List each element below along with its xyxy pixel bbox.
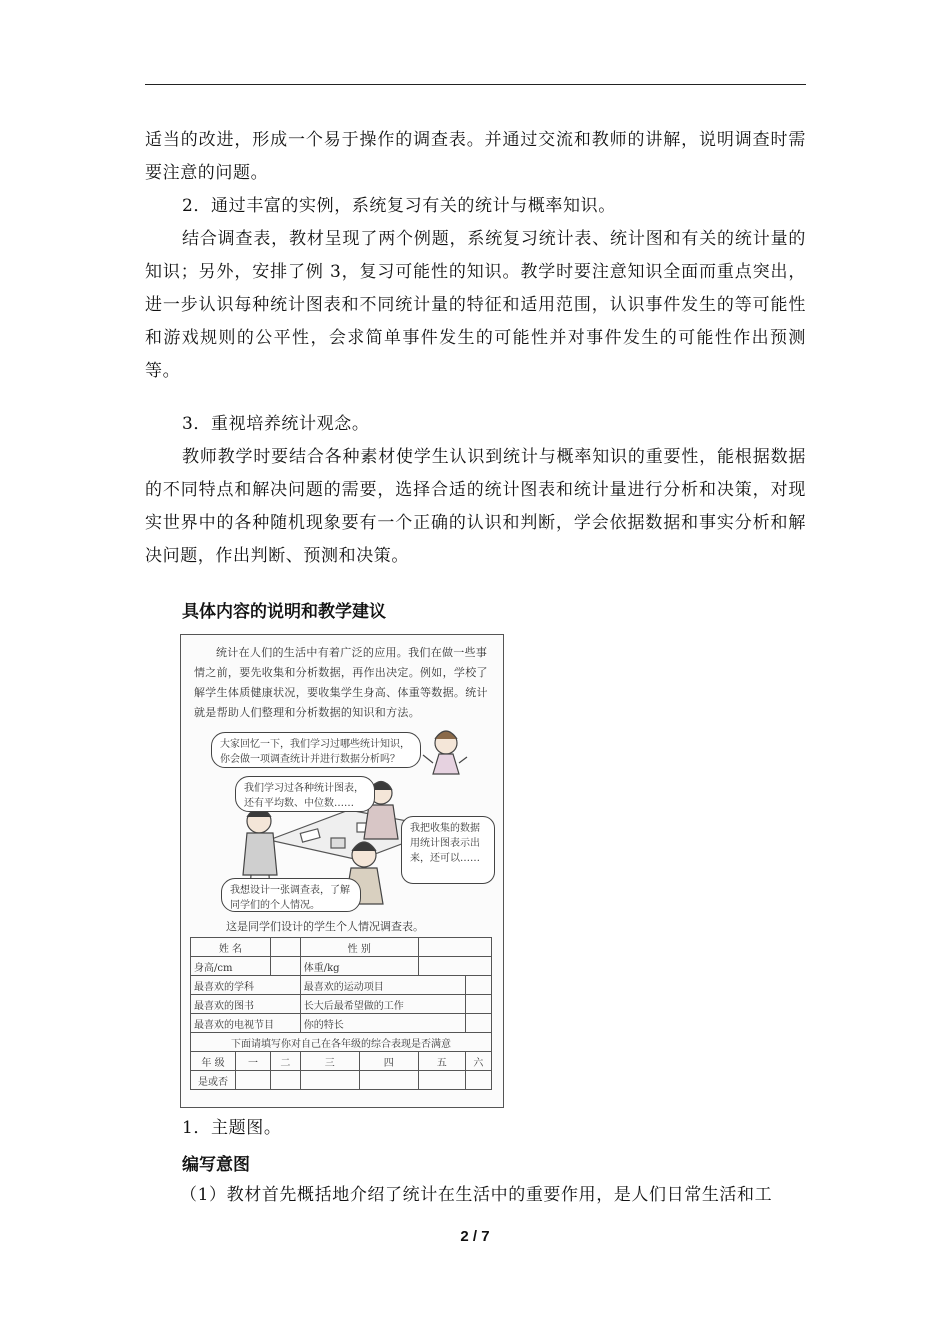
grade-5: 五 (418, 1052, 465, 1071)
page-number: 2 / 7 (460, 1228, 490, 1245)
survey-caption: 这是同学们设计的学生个人情况调查表。 (226, 920, 424, 933)
paragraph-survey-improvement: 适当的改进，形成一个易于操作的调查表。并通过交流和教师的讲解，说明调查时需要注意的问题。 (145, 130, 806, 183)
table-row (191, 957, 492, 976)
student-survey-table (190, 937, 492, 1090)
value-cell (270, 957, 300, 976)
header-rule (145, 84, 806, 85)
label-fav-subject: 最喜欢的学科 (191, 976, 301, 995)
table-row (191, 1014, 492, 1033)
value-cell (465, 995, 491, 1014)
theme-figure (180, 634, 504, 1108)
teacher-figure (423, 731, 467, 774)
value-cell (270, 938, 300, 957)
label-weight: 体重/kg (300, 957, 418, 976)
value-cell (236, 1071, 271, 1090)
value-cell (418, 957, 491, 976)
value-cell (300, 1071, 359, 1090)
table-row (191, 1071, 492, 1090)
table-row (191, 1052, 492, 1071)
label-fav-sport: 最喜欢的运动项目 (300, 976, 465, 995)
grade-4: 四 (359, 1052, 418, 1071)
value-cell (359, 1071, 418, 1090)
figure-intro-text: 统计在人们的生活中有着广泛的应用。我们在做一些事情之前，要先收集和分析数据，再作出决定。例如，学校了解学生体质健康状况，要收集学生身高、体重等数据。统计就是帮助人们整理和分析数据的知识和方法。 (194, 646, 488, 719)
label-fav-book: 最喜欢的图书 (191, 995, 301, 1014)
speech-bubble-student-2: 我把收集的数据用统计图表示出来，还可以…… (401, 816, 495, 884)
table-row (191, 995, 492, 1014)
label-grade: 年 级 (191, 1052, 236, 1071)
value-cell (465, 976, 491, 995)
label-future-job: 长大后最希望做的工作 (300, 995, 465, 1014)
grade-2: 二 (270, 1052, 300, 1071)
section-heading-content: 具体内容的说明和教学建议 (182, 602, 386, 622)
speech-bubble-student-3: 我想设计一张调查表，了解同学们的个人情况。 (221, 878, 361, 912)
label-height: 身高/cm (191, 957, 271, 976)
value-cell (465, 1014, 491, 1033)
paragraph-intent-1: （1）教材首先概括地介绍了统计在生活中的重要作用，是人们日常生活和工 (180, 1185, 773, 1205)
value-cell (418, 938, 491, 957)
label-specialty: 你的特长 (300, 1014, 465, 1033)
label-fav-tv: 最喜欢的电视节目 (191, 1014, 301, 1033)
paragraph-review-content: 结合调查表，教材呈现了两个例题，系统复习统计表、统计图和有关的统计量的知识；另外，安排了例 3，复习可能性的知识。教学时要注意知识全面而重点突出，进一步认识每种统计图表和不同统计量的特征和适用范围，认识事件发生的等可能性和游戏规则的公平性，会求简单事件发生的可能性并对事件发生的可能性作出预测等。 (145, 229, 806, 381)
value-cell (418, 1071, 465, 1090)
section-heading-intent: 编写意图 (182, 1155, 250, 1175)
grade-6: 六 (465, 1052, 491, 1071)
label-yes-no: 是或否 (191, 1071, 236, 1090)
value-cell (270, 1071, 300, 1090)
label-name: 姓 名 (191, 938, 271, 957)
paragraph-point-2: 2．通过丰富的实例，系统复习有关的统计与概率知识。 (182, 196, 616, 216)
table-row (191, 1033, 492, 1052)
figure-caption: 1．主题图。 (182, 1118, 282, 1138)
speech-bubble-teacher: 大家回忆一下，我们学习过哪些统计知识，你会做一项调查统计并进行数据分析吗？ (211, 732, 421, 768)
table-row (191, 938, 492, 957)
grade-3: 三 (300, 1052, 359, 1071)
label-gender: 性 别 (300, 938, 418, 957)
paragraph-statistical-concept: 教师教学时要结合各种素材使学生认识到统计与概率知识的重要性，能根据数据的不同特点和解决问题的需要，选择合适的统计图表和统计量进行分析和决策，对现实世界中的各种随机现象要有一个正确的认识和判断，学会依据数据和事实分析和解决问题，作出判断、预测和决策。 (145, 447, 806, 566)
grade-1: 一 (236, 1052, 271, 1071)
paragraph-point-3: 3．重视培养统计观念。 (182, 414, 370, 434)
value-cell (465, 1071, 491, 1090)
speech-bubble-student-1: 我们学习过各种统计图表，还有平均数、中位数…… (235, 776, 375, 812)
table-row (191, 976, 492, 995)
table-instruction: 下面请填写你对自己在各年级的综合表现是否满意 (191, 1033, 492, 1052)
